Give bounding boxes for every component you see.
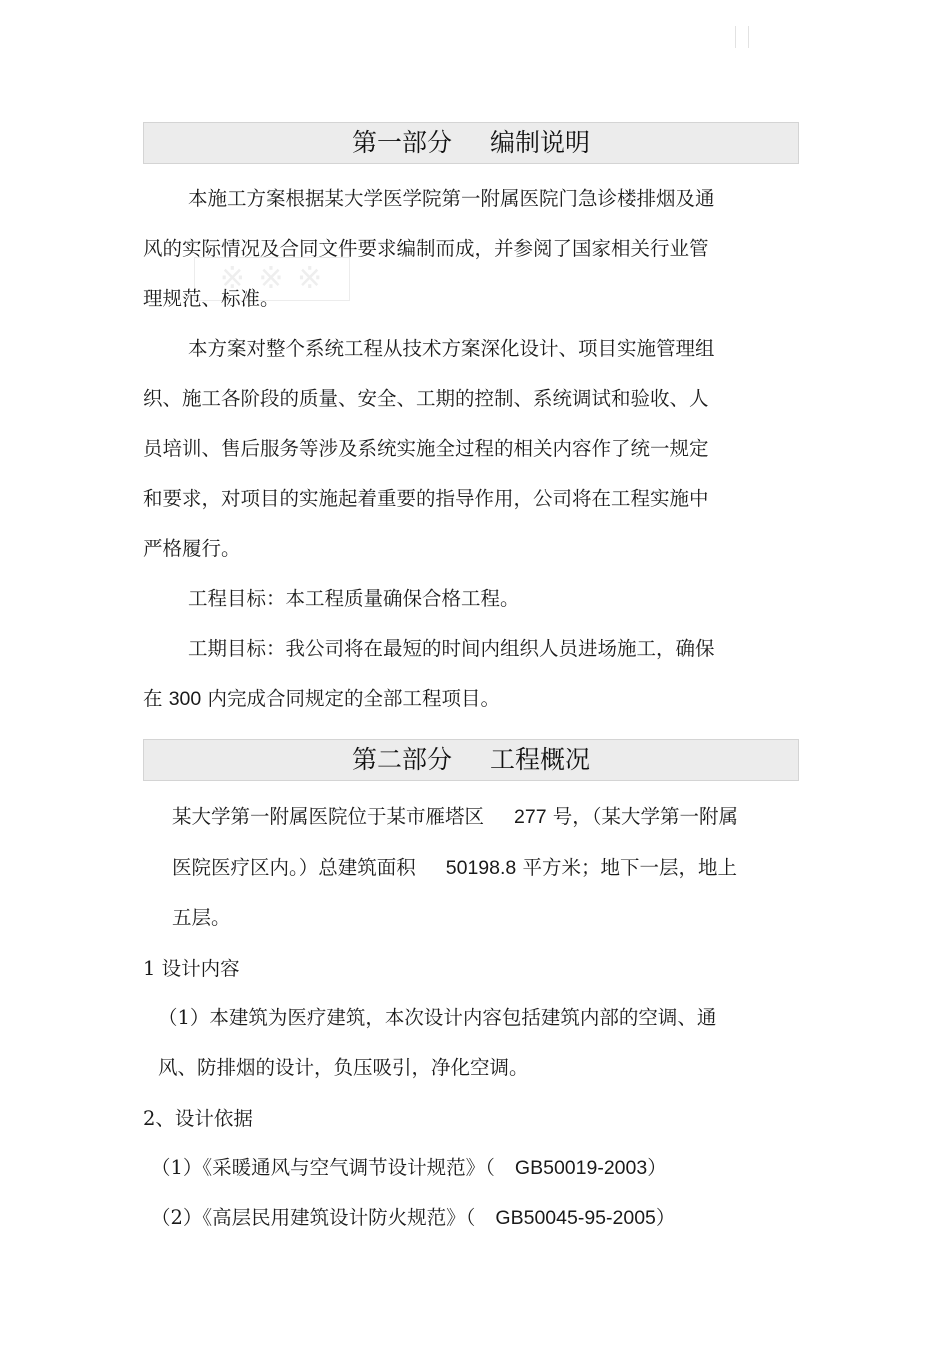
overview-line-3: 五层。 bbox=[172, 906, 231, 929]
paragraph-line: 织、施工各阶段的质量、安全、工期的控制、系统调试和验收、人 bbox=[143, 387, 709, 410]
overview-line-1: 某大学第一附属医院位于某市雁塔区 277 号，（某大学第一附属 bbox=[172, 805, 739, 828]
quality-goal: 工程目标：本工程质量确保合格工程。 bbox=[188, 587, 520, 610]
paragraph-line: 本方案对整个系统工程从技术方案深化设计、项目实施管理组 bbox=[188, 337, 715, 360]
overview-line-2: 医院医疗区内。）总建筑面积 50198.8 平方米；地下一层，地上 bbox=[172, 856, 737, 879]
section1-heading-title: 编制说明 bbox=[490, 128, 591, 157]
design-basis-title: 2、设计依据 bbox=[143, 1107, 253, 1130]
design-content-line-1: （1）本建筑为医疗建筑，本次设计内容包括建筑内部的空调、通 bbox=[158, 1006, 717, 1029]
design-basis-item-2: （2）《高层民用建筑设计防火规范》（ GB50045-95-2005） bbox=[151, 1206, 676, 1229]
paragraph-line: 理规范、标准。 bbox=[143, 287, 280, 310]
paragraph-line: 风的实际情况及合同文件要求编制而成，并参阅了国家相关行业管 bbox=[143, 237, 709, 260]
design-basis-item-1: （1）《采暖通风与空气调节设计规范》（ GB50019-2003） bbox=[151, 1156, 667, 1179]
section2-heading bbox=[143, 739, 799, 781]
section2-heading-title: 工程概况 bbox=[490, 745, 591, 774]
paragraph-line: 严格履行。 bbox=[143, 537, 241, 560]
design-content-line-2: 风、防排烟的设计，负压吸引，净化空调。 bbox=[158, 1056, 529, 1079]
schedule-goal-line-1: 工期目标：我公司将在最短的时间内组织人员进场施工，确保 bbox=[188, 637, 715, 660]
section1-heading-part: 第一部分 bbox=[351, 128, 452, 157]
paragraph-line: 和要求，对项目的实施起着重要的指导作用，公司将在工程实施中 bbox=[143, 487, 709, 510]
design-content-title: 1 设计内容 bbox=[143, 957, 240, 980]
paragraph-line: 本施工方案根据某大学医学院第一附属医院门急诊楼排烟及通 bbox=[188, 187, 715, 210]
paragraph-line: 员培训、售后服务等涉及系统实施全过程的相关内容作了统一规定 bbox=[143, 437, 709, 460]
corner-mark bbox=[735, 26, 749, 48]
section1-heading bbox=[143, 122, 799, 164]
schedule-days: 300 bbox=[168, 688, 202, 710]
schedule-goal-line-2: 在 300 内完成合同规定的全部工程项目。 bbox=[143, 687, 500, 710]
watermark: ※ ※ ※ bbox=[194, 257, 350, 301]
section2-heading-part: 第二部分 bbox=[351, 745, 452, 774]
